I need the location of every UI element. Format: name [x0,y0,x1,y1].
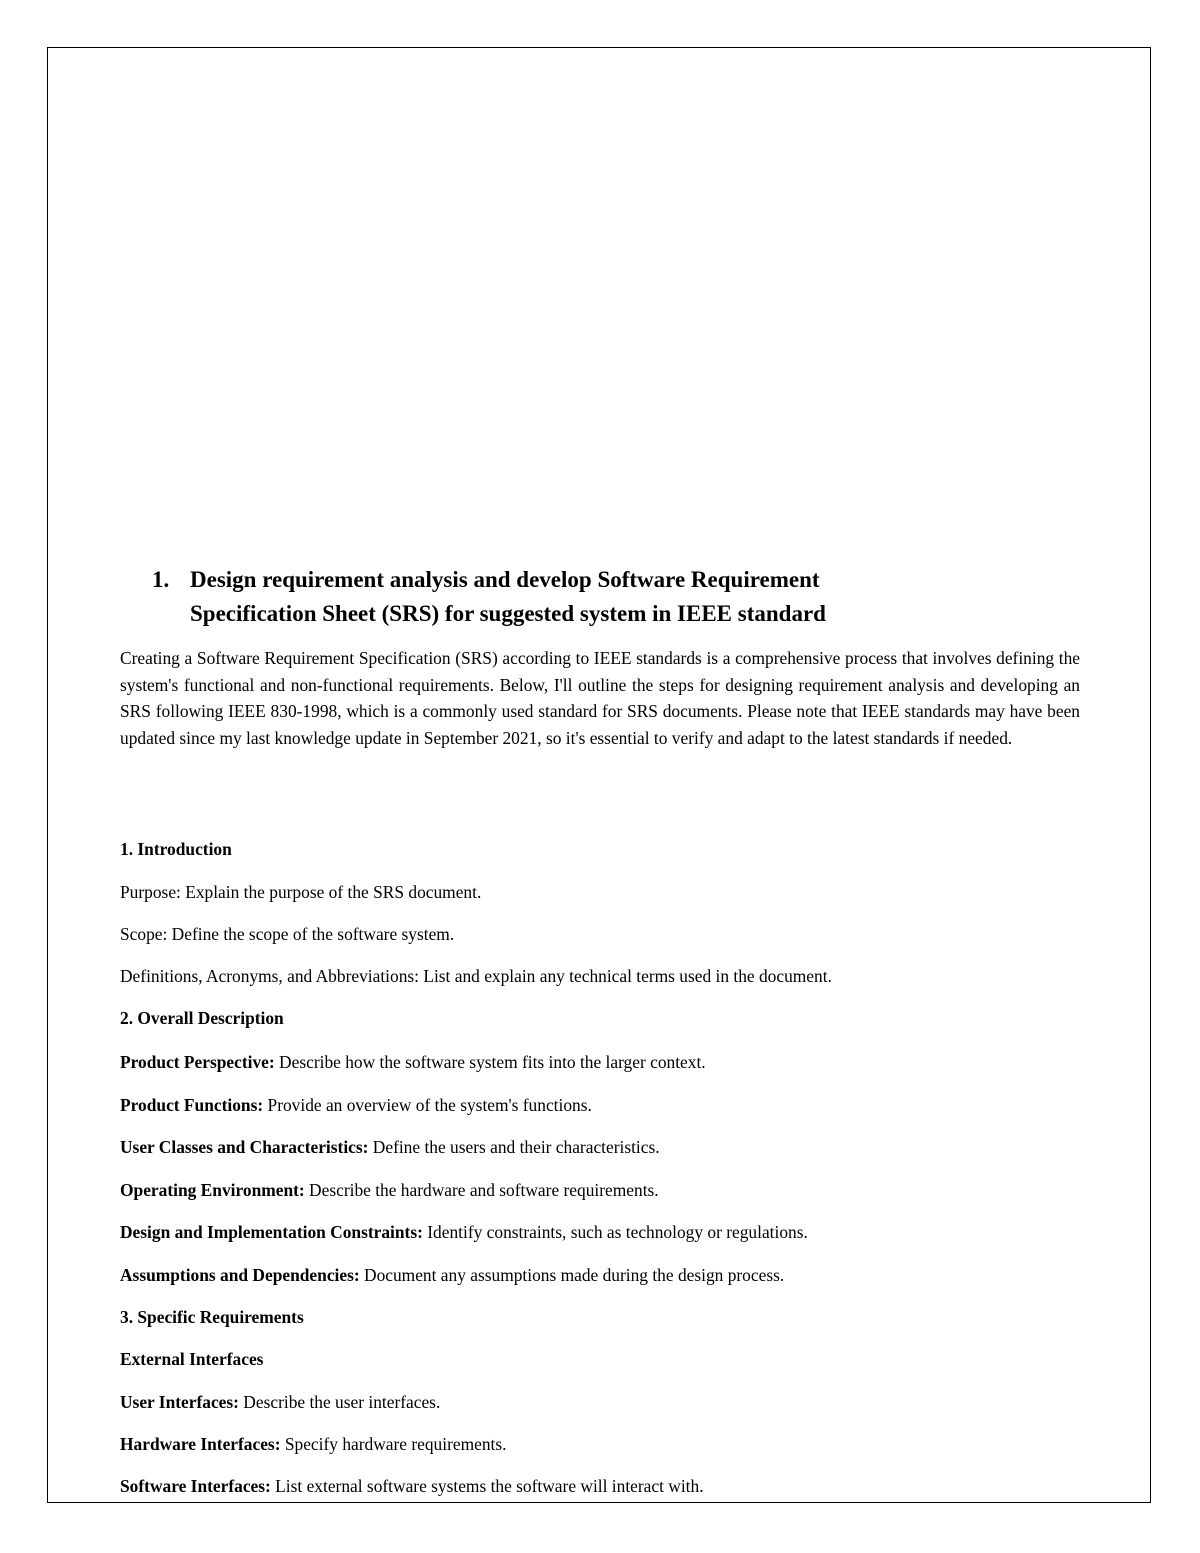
introduction-title: 1. Introduction [120,839,232,859]
overall-description-title: 2. Overall Description [120,1008,284,1028]
introduction-scope: Scope: Define the scope of the software system. [120,924,455,944]
overall-item-design-constraints: Design and Implementation Constraints: Identify constraints, such as technology or regulations. [120,1222,808,1242]
section-heading [152,563,1012,631]
overall-item-user-classes: User Classes and Characteristics: Define the users and their characteristics. [120,1137,660,1157]
specific-item-user-interfaces: User Interfaces: Describe the user interfaces. [120,1392,441,1412]
overall-item-product-functions: Product Functions: Provide an overview of the system's functions. [120,1095,592,1115]
heading-text [190,563,1012,631]
specific-item-software-interfaces: Software Interfaces: List external software systems the software will interact with. [120,1476,704,1496]
heading-number: 1. [152,567,170,592]
specific-item-hardware-interfaces: Hardware Interfaces: Specify hardware requirements. [120,1434,507,1454]
heading-line-1: Design requirement analysis and develop Software Requirement [190,567,820,592]
overall-item-assumptions: Assumptions and Dependencies: Document any assumptions made during the design process. [120,1265,785,1285]
introduction-definitions: Definitions, Acronyms, and Abbreviations: List and explain any technical terms used in the document. [120,966,832,986]
overall-item-operating-environment: Operating Environment: Describe the hardware and software requirements. [120,1180,659,1200]
heading-line-2: Specification Sheet (SRS) for suggested system in IEEE standard [190,601,826,626]
external-interfaces-title: External Interfaces [120,1349,264,1369]
intro-paragraph: Creating a Software Requirement Specification (SRS) according to IEEE standards is a comprehensive process that involves defining the system's functional and non-functional requirements. Below, I'll outline the steps for designing requirement analysis and developing an SRS following IEEE 830-1998, which is a commonly used standard for SRS documents. Please note that IEEE standards may have been updated since my last knowledge update in September 2021, so it's essential to verify and adapt to the latest standards if needed. [120,648,1080,748]
overall-item-product-perspective: Product Perspective: Describe how the software system fits into the larger context. [120,1052,706,1072]
specific-requirements-title: 3. Specific Requirements [120,1307,304,1327]
introduction-purpose: Purpose: Explain the purpose of the SRS document. [120,882,482,902]
